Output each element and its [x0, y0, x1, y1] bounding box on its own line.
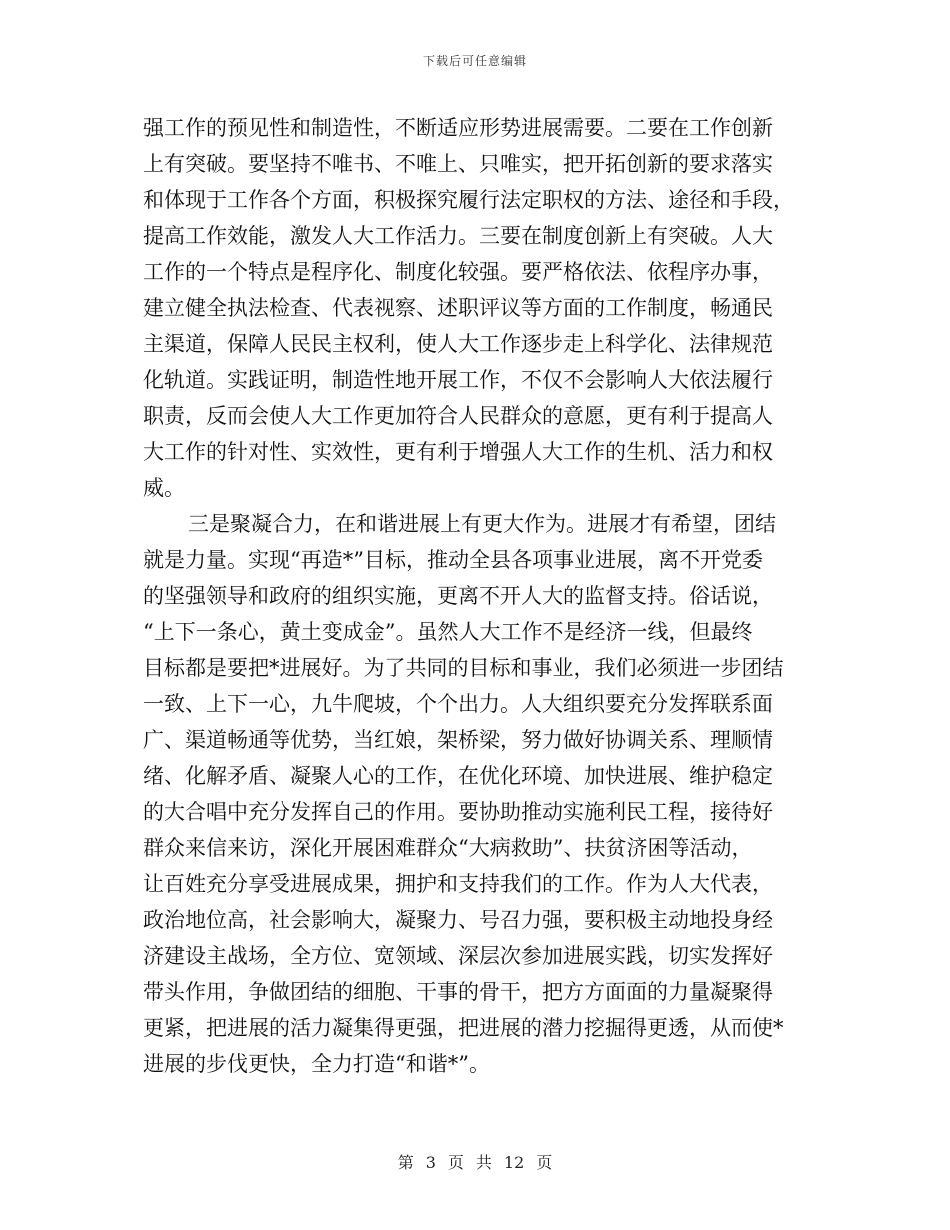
text-line: 的坚强领导和政府的组织实施，更离不开人大的监督支持。俗话说， [143, 584, 773, 608]
text-line: 就是力量。实现“再造*”目标，推动全县各项事业进展，离不开党委 [143, 548, 763, 572]
page-footer [0, 1150, 950, 1173]
total-pages: 12 [503, 1153, 525, 1172]
total-label-prefix: 共 [475, 1153, 492, 1172]
text-line: 济建设主战场，全方位、宽领域、深层次参加进展实践，切实发挥好 [143, 944, 773, 968]
text-line: 的大合唱中充分发挥自己的作用。要协助推动实施利民工程，接待好 [143, 800, 773, 824]
text-line: 威。 [143, 476, 185, 500]
text-line: 主渠道，保障人民民主权利，使人大工作逐步走上科学化、法律规范 [143, 332, 773, 356]
text-line: 带头作用，争做团结的细胞、干事的骨干，把方方面面的力量凝聚得 [143, 980, 773, 1004]
text-line: 更紧，把进展的活力凝集得更强，把进展的潜力挖掘得更透，从而使* [143, 1016, 784, 1040]
page-label-prefix: 第 [397, 1153, 414, 1172]
text-line: 和体现于工作各个方面，积极探究履行法定职权的方法、途径和手段， [143, 188, 794, 212]
paragraph-start-line: 三是聚凝合力，在和谐进展上有更大作为。进展才有希望，团结 [188, 512, 776, 536]
page-label-mid: 页 [447, 1153, 464, 1172]
text-line: “上下一条心，黄土变成金”。虽然人大工作不是经济一线，但最终 [143, 620, 753, 644]
text-line: 让百姓充分享受进展成果，拥护和支持我们的工作。作为人大代表， [143, 872, 773, 896]
text-line: 上有突破。要坚持不唯书、不唯上、只唯实，把开拓创新的要求落实 [143, 152, 773, 176]
text-line: 提高工作效能，激发人大工作活力。三要在制度创新上有突破。人大 [143, 224, 773, 248]
text-line: 广、渠道畅通等优势，当红娘，架桥梁，努力做好协调关系、理顺情 [143, 728, 773, 752]
text-line: 强工作的预见性和制造性，不断适应形势进展需要。二要在工作创新 [143, 116, 773, 140]
text-line: 化轨道。实践证明，制造性地开展工作，不仅不会影响人大依法履行 [143, 368, 773, 392]
text-line: 绪、化解矛盾、凝聚人心的工作，在优化环境、加快进展、维护稳定 [143, 764, 773, 788]
text-line: 大工作的针对性、实效性，更有利于增强人大工作的生机、活力和权 [143, 440, 773, 464]
text-line: 建立健全执法检查、代表视察、述职评议等方面的工作制度，畅通民 [143, 296, 773, 320]
document-body [143, 110, 803, 1082]
text-line: 群众来信来访，深化开展困难群众“大病救助”、扶贫济困等活动， [143, 836, 753, 860]
page-header: 下载后可任意编辑 [422, 54, 527, 68]
text-line: 职责，反而会使人大工作更加符合人民群众的意愿，更有利于提高人 [143, 404, 773, 428]
text-line: 一致、上下一心，九牛爬坡，个个出力。人大组织要充分发挥联系面 [143, 692, 773, 716]
text-line: 进展的步伐更快，全力打造“和谐*”。 [143, 1052, 490, 1076]
page-number: 3 [425, 1153, 436, 1172]
text-line: 目标都是要把*进展好。为了共同的目标和事业，我们必须进一步团结 [143, 656, 784, 680]
total-label-suffix: 页 [536, 1153, 553, 1172]
text-line: 工作的一个特点是程序化、制度化较强。要严格依法、依程序办事， [143, 260, 773, 284]
text-line: 政治地位高，社会影响大，凝聚力、号召力强，要积极主动地投身经 [143, 908, 773, 932]
